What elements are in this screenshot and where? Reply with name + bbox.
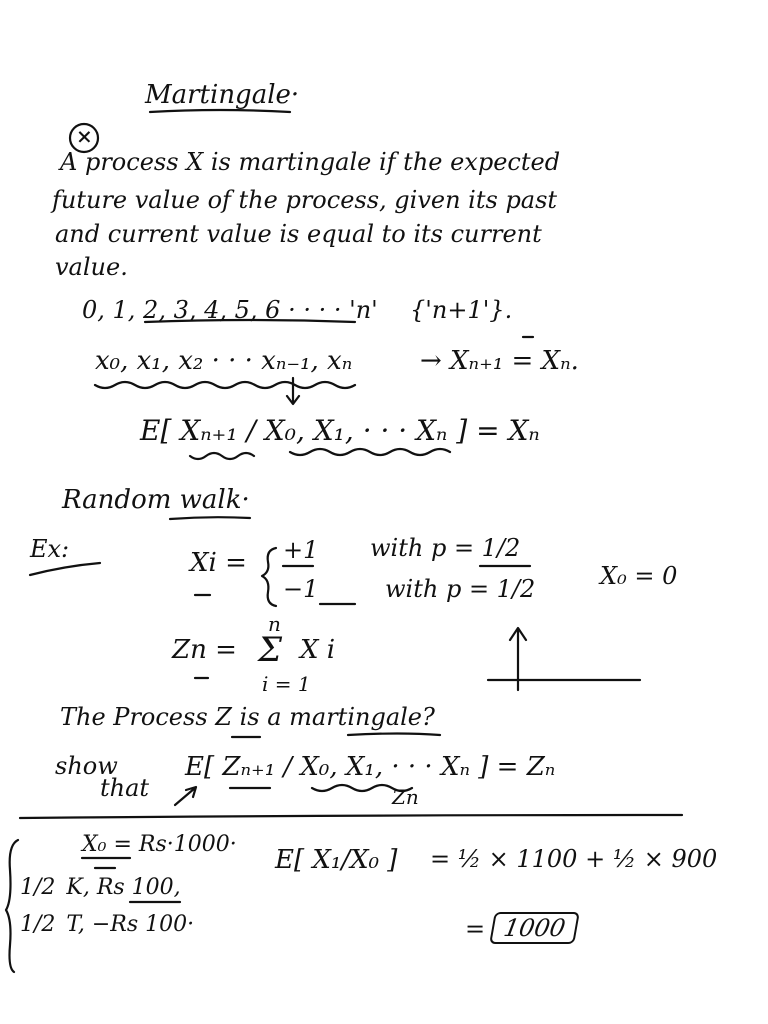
random-walk-heading: Random walk·: [62, 485, 250, 515]
definition-line-4: value.: [55, 253, 128, 281]
bottom-tails-line: [20, 912, 194, 937]
sum-upper: n: [268, 612, 281, 636]
show-equation: E[ Zₙ₊₁ / X₀, X₁, · · · Xₙ ] = Zₙ: [185, 752, 556, 782]
bottom-result: 1000: [489, 912, 580, 944]
x0-initial: X₀ = 0: [600, 562, 678, 590]
bottom-calculation: = ½ × 1100 + ½ × 900: [430, 845, 718, 873]
xi-case1-value: +1: [283, 536, 319, 564]
bottom-tails: T, −Rs 100·: [66, 912, 195, 937]
next-index: {'n+1'}.: [410, 296, 513, 324]
index-sequence: 0, 1, 2, 3, 4, 5, 6 · · · · 'n': [82, 296, 378, 324]
process-sequence: x₀, x₁, x₂ · · · xₙ₋₁, xₙ: [95, 346, 353, 376]
half-fraction: 1/2: [20, 912, 56, 937]
circled-x-icon: ×: [76, 124, 93, 148]
bottom-equals: =: [465, 915, 486, 943]
xi-case2-value: −1: [283, 575, 319, 603]
zn-lhs: Zn =: [172, 635, 237, 665]
sum-term: X i: [300, 635, 336, 665]
that-label: that: [100, 774, 150, 802]
half-fraction: 1/2: [20, 875, 56, 900]
definition-line-3: and current value is equal to its current: [55, 220, 542, 248]
bottom-heads: K, Rs 100,: [66, 875, 181, 900]
xi-case2-condition: with p = 1/2: [385, 575, 536, 603]
xi-lhs: Xi =: [190, 548, 247, 578]
bottom-result-box: [492, 912, 577, 944]
definition-line-1: A process X is martingale if the expected: [60, 148, 561, 176]
bottom-expectation: E[ X₁/X₀ ]: [275, 845, 398, 875]
example-label: Ex:: [30, 535, 70, 563]
sigma-symbol: Σ: [258, 630, 283, 670]
bottom-x0: X₀ = Rs·1000·: [82, 832, 237, 857]
xi-case1-condition: with p = 1/2: [370, 534, 521, 562]
martingale-question: The Process Z is a martingale?: [60, 703, 435, 731]
definition-line-2: future value of the process, given its past: [52, 186, 558, 214]
page-title: Martingale·: [145, 80, 300, 110]
zn-under-label: Zn: [392, 785, 419, 809]
sum-lower: i = 1: [262, 672, 311, 696]
bottom-heads-line: [20, 875, 181, 900]
expectation-equation: E[ Xₙ₊₁ / X₀, X₁, · · · Xₙ ] = Xₙ: [140, 414, 540, 447]
show-label: show: [55, 752, 118, 780]
martingale-relation: → Xₙ₊₁ = Xₙ.: [420, 346, 579, 376]
